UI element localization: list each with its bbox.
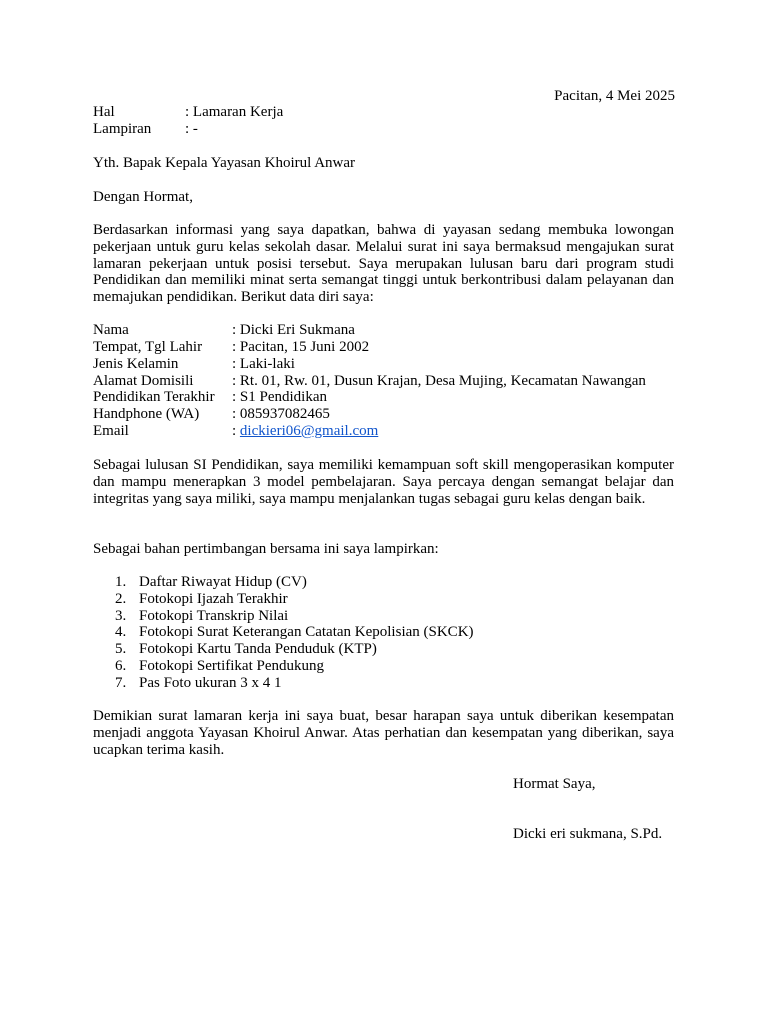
list-text: Fotokopi Ijazah Terakhir <box>139 590 288 607</box>
attachment-label: Lampiran <box>93 121 152 137</box>
list-text: Fotokopi Surat Keterangan Catatan Kepolisian (SKCK) <box>139 624 474 641</box>
list-number: 6. <box>115 657 127 674</box>
attachment-value: : - <box>185 121 198 137</box>
data-label: Email <box>93 423 129 439</box>
intro-paragraph: Berdasarkan informasi yang saya dapatkan, bahwa di yayasan sedang membuka lowongan pekerjaan untuk guru kelas sekolah dasar. Melalui surat ini saya bermaksud mengajukan surat lamaran pekerjaan untuk posisi tersebut. Saya merupakan lulusan baru dari program studi Pendidikan dan memiliki minat serta semangat tinggi untuk berkontribusi dalam pelayanan dan memajukan pendidikan. Berikut data diri saya: <box>93 222 674 306</box>
list-text: Fotokopi Kartu Tanda Penduduk (KTP) <box>139 641 377 658</box>
signature-name: Dicki eri sukmana, S.Pd. <box>513 826 663 842</box>
greeting: Dengan Hormat, <box>93 189 193 205</box>
email-value <box>232 423 378 440</box>
data-value: : Dicki Eri Sukmana <box>232 322 355 338</box>
list-number: 7. <box>115 674 127 691</box>
list-text: Fotokopi Transkrip Nilai <box>139 607 289 624</box>
recipient: Yth. Bapak Kepala Yayasan Khoirul Anwar <box>93 155 356 171</box>
list-text: Daftar Riwayat Hidup (CV) <box>139 574 307 590</box>
email-colon: : <box>232 423 240 439</box>
data-label: Handphone (WA) <box>93 406 200 422</box>
list-number: 4. <box>115 624 127 641</box>
data-label: Jenis Kelamin <box>93 356 179 372</box>
skills-paragraph: Sebagai lulusan SI Pendidikan, saya memiliki kemampuan soft skill mengoperasikan komputer dan mampu menerapkan 3 model pembelajaran. Saya percaya dengan semangat belajar dan integritas yang saya miliki, saya mampu menjalankan tugas sebagai guru kelas dengan baik. <box>93 457 674 507</box>
data-value: : S1 Pendidikan <box>232 389 328 405</box>
sign-off: Hormat Saya, <box>513 776 596 792</box>
data-label: Nama <box>93 322 129 338</box>
list-text: Fotokopi Sertifikat Pendukung <box>139 657 324 674</box>
closing-paragraph: Demikian surat lamaran kerja ini saya buat, besar harapan saya untuk diberikan kesempatan menjadi anggota Yayasan Khoirul Anwar. Atas perhatian dan kesempatan yang diberikan, saya ucapkan terima kasih. <box>93 708 674 758</box>
data-value: : 085937082465 <box>232 406 330 422</box>
list-number: 2. <box>115 590 127 607</box>
email-link[interactable]: dickieri06@gmail.com <box>239 423 379 439</box>
list-number: 3. <box>115 607 127 624</box>
list-number: 1. <box>115 574 127 590</box>
data-value: : Rt. 01, Rw. 01, Dusun Krajan, Desa Mujing, Kecamatan Nawangan <box>232 373 646 389</box>
attachments-intro: Sebagai bahan pertimbangan bersama ini saya lampirkan: <box>93 541 439 557</box>
list-text: Pas Foto ukuran 3 x 4 1 <box>139 674 282 691</box>
data-label: Pendidikan Terakhir <box>93 389 215 405</box>
list-number: 5. <box>115 641 127 658</box>
data-value: : Pacitan, 15 Juni 2002 <box>232 339 370 355</box>
data-label: Alamat Domisili <box>93 373 194 389</box>
date-line: Pacitan, 4 Mei 2025 <box>554 88 675 104</box>
data-value: : Laki-laki <box>232 356 295 372</box>
data-label: Tempat, Tgl Lahir <box>93 339 203 355</box>
subject-label: Hal <box>93 104 115 120</box>
subject-value: : Lamaran Kerja <box>185 104 284 120</box>
